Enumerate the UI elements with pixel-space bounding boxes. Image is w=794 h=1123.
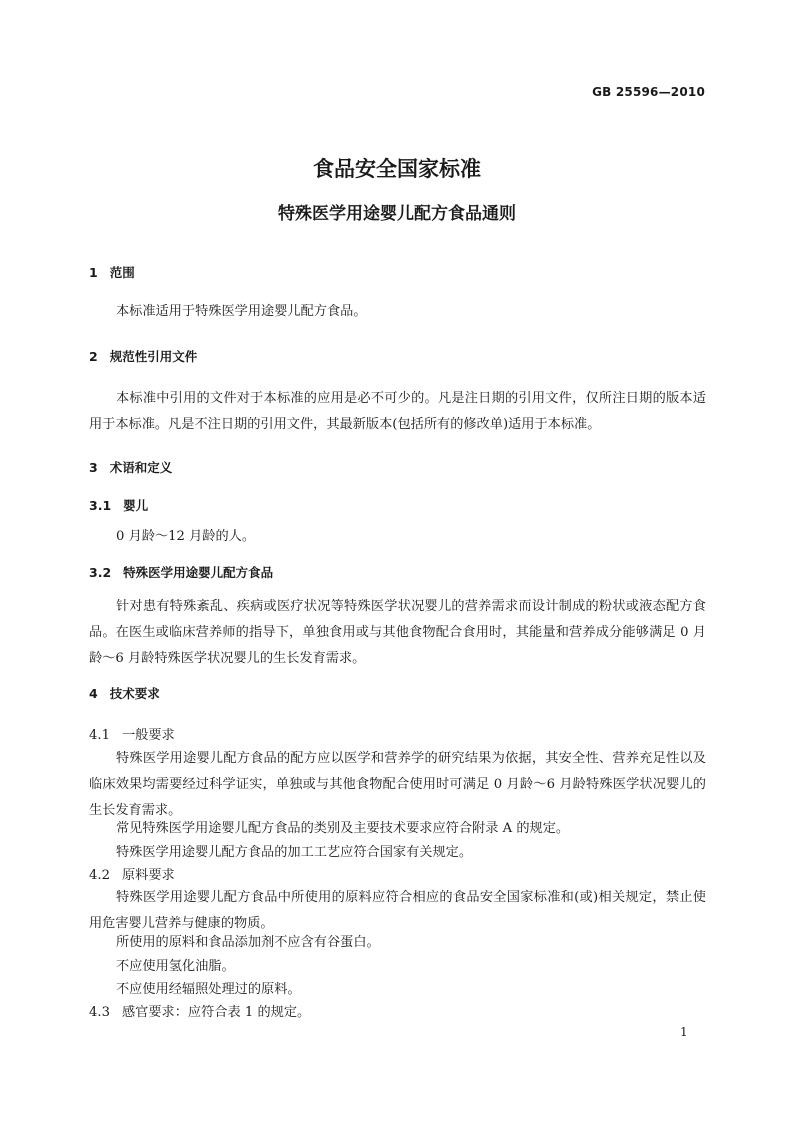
section-4-2-paragraph-2: 所使用的原料和食品添加剂不应含有谷蛋白。 [116, 935, 380, 950]
document-title: 食品安全国家标准 [313, 157, 481, 181]
section-4-1-paragraph-3: 特殊医学用途婴儿配方食品的加工工艺应符合国家有关规定。 [116, 845, 473, 860]
section-3-2-heading [89, 563, 273, 581]
section-number: 4.2 [89, 868, 110, 883]
section-title: 规范性引用文件 [109, 349, 198, 364]
section-title: 技术要求 [109, 686, 160, 701]
section-3-1-paragraph: 0 月龄～12 月龄的人。 [116, 529, 256, 544]
section-title: 原料要求 [121, 868, 175, 883]
section-2-paragraph: 本标准中引用的文件对于本标准的应用是必不可少的。凡是注日期的引用文件，仅所注日期的版本适用于本标准。凡是不注日期的引用文件，其最新版本(包括所有的修改单)适用于本标准。 [89, 391, 706, 432]
section-title: 一般要求 [121, 728, 175, 743]
section-1-heading [89, 263, 135, 281]
section-text: 感官要求：应符合表 1 的规定。 [121, 1005, 311, 1020]
section-title: 特殊医学用途婴儿配方食品 [123, 565, 274, 580]
section-4-1-paragraph-2: 常见特殊医学用途婴儿配方食品的类别及主要技术要求应符合附录 A 的规定。 [116, 821, 570, 836]
standard-code: GB 25596—2010 [592, 85, 705, 99]
section-number: 4.3 [89, 1005, 110, 1020]
section-3-1-heading [89, 496, 148, 514]
section-2-heading [89, 347, 197, 365]
section-number: 3 [89, 460, 98, 475]
section-title: 范围 [109, 265, 135, 280]
section-4-1-paragraph-1: 特殊医学用途婴儿配方食品的配方应以医学和营养学的研究结果为依据，其安全性、营养充足性以及临床效果均需要经过科学证实，单独或与其他食物配合使用时可满足 0 月龄～6 月龄特殊医学状况婴儿的生长发育需求。 [89, 751, 706, 818]
section-4-2-paragraph-4: 不应使用经辐照处理过的原料。 [116, 982, 301, 997]
page-number: 1 [680, 1025, 688, 1039]
section-title: 婴儿 [123, 498, 149, 513]
section-number: 1 [89, 265, 98, 280]
section-1-paragraph: 本标准适用于特殊医学用途婴儿配方食品。 [116, 304, 367, 319]
section-number: 3.2 [89, 565, 112, 580]
section-3-heading [89, 458, 172, 476]
section-3-2-paragraph: 针对患有特殊紊乱、疾病或医疗状况等特殊医学状况婴儿的营养需求而设计制成的粉状或液态配方食品。在医生或临床营养师的指导下，单独食用或与其他食物配合食用时，其能量和营养成分能够满足 0 月龄～6 月龄特殊医学状况婴儿的生长发育需求。 [89, 599, 706, 666]
section-number: 4 [89, 686, 98, 701]
section-number: 3.1 [89, 498, 112, 513]
section-number: 4.1 [89, 728, 110, 743]
section-number: 2 [89, 349, 98, 364]
section-4-2-paragraph-1: 特殊医学用途婴儿配方食品中所使用的原料应符合相应的食品安全国家标准和(或)相关规定，禁止使用危害婴儿营养与健康的物质。 [89, 890, 706, 931]
section-4-2-paragraph-3: 不应使用氢化油脂。 [116, 959, 235, 974]
section-4-heading [89, 684, 160, 702]
section-title: 术语和定义 [109, 460, 173, 475]
section-4-3-line [89, 1000, 310, 1026]
document-subtitle: 特殊医学用途婴儿配方食品通则 [278, 204, 516, 224]
